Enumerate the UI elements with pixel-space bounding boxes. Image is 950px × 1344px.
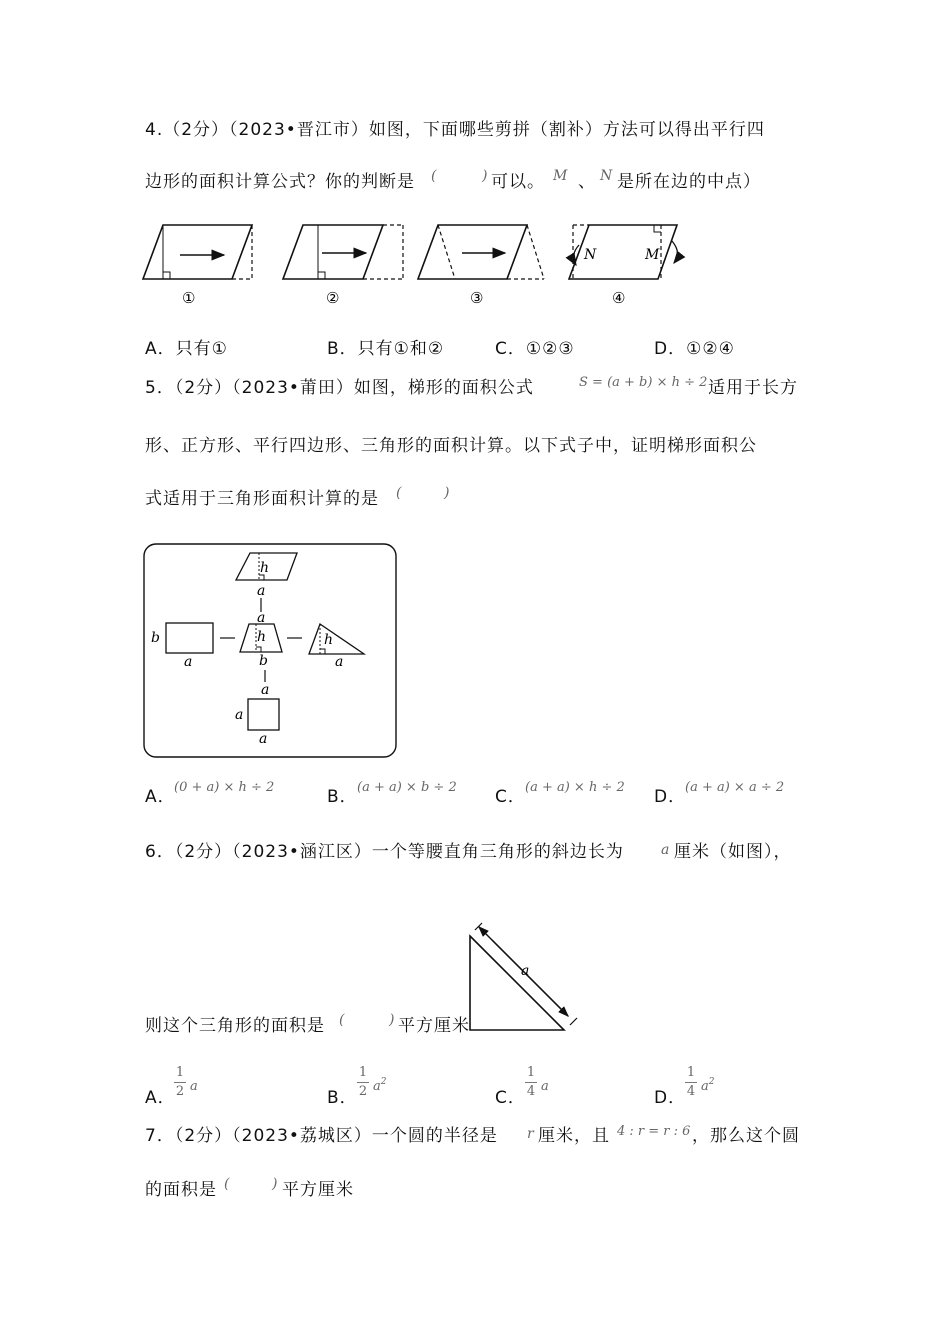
q4-line2-end: 是所在边的中点） xyxy=(617,172,761,192)
q4-fig-label-2: ② xyxy=(326,289,340,307)
q6-option-b-expr[interactable] xyxy=(357,1065,387,1099)
q6-line2: 则这个三角形的面积是 xyxy=(145,1016,325,1036)
q6-option-c[interactable] xyxy=(495,1088,526,1108)
q4-fig-label-4: ④ xyxy=(612,289,626,307)
q6-answer-paren-close: ) xyxy=(389,1012,395,1028)
fraction-denominator: 2 xyxy=(175,1084,185,1099)
fraction-denominator: 2 xyxy=(358,1084,368,1099)
q4-line2-keyi: 可以。 xyxy=(491,172,545,192)
q5-sq-a-top: a xyxy=(261,682,270,698)
q6-figure xyxy=(460,922,580,1032)
fraction-variable: a xyxy=(190,1079,198,1094)
option-letter: A． xyxy=(145,787,176,807)
q5-option-c-expr[interactable]: (a + a) × h ÷ 2 xyxy=(525,780,625,795)
q5-line1: 5．（2分）（2023•莆田）如图，梯形的面积公式 xyxy=(145,378,534,398)
q4-sep: 、 xyxy=(578,172,596,192)
q5-option-c[interactable] xyxy=(495,787,526,807)
q7-line1-mid: 厘米，且 xyxy=(538,1126,610,1146)
q4-parallelogram-3 xyxy=(418,225,544,279)
q4-answer-paren-close: ) xyxy=(482,168,488,184)
q5-answer-paren-close: ) xyxy=(444,485,450,501)
q6-option-d-expr[interactable] xyxy=(685,1065,715,1099)
q6-option-a-expr[interactable] xyxy=(174,1065,198,1099)
q6-option-d[interactable] xyxy=(654,1088,686,1108)
q4-option-d[interactable] xyxy=(654,339,735,359)
q4-fig-label-3: ③ xyxy=(470,289,484,307)
q6-line1-end: 厘米（如图）， xyxy=(674,842,792,862)
q5-option-b[interactable] xyxy=(327,787,358,807)
q5-option-a[interactable] xyxy=(145,787,176,807)
option-text: ①②③ xyxy=(525,339,575,359)
fraction-variable: $a^2$ xyxy=(701,1077,715,1094)
q5-trap-h: h xyxy=(257,629,267,645)
fraction-denominator: 4 xyxy=(526,1084,536,1099)
option-letter: B． xyxy=(327,1088,358,1108)
q5-tri-a: a xyxy=(335,654,344,670)
q6-option-c-expr[interactable] xyxy=(525,1065,549,1099)
q5-tri-h: h xyxy=(324,632,334,648)
fraction-numerator: 1 xyxy=(686,1065,696,1080)
option-letter: B． xyxy=(327,787,358,807)
q4-var-n: N xyxy=(600,168,613,184)
q4-line1: 4.（2分）（2023•晋江市）如图，下面哪些剪拼（割补）方法可以得出平行四 xyxy=(145,120,765,140)
option-letter: C． xyxy=(495,339,526,359)
fraction-variable: a xyxy=(541,1079,549,1094)
q5-option-b-expr[interactable]: (a + a) × b ÷ 2 xyxy=(357,780,457,795)
q7-line2: 的面积是 xyxy=(145,1180,217,1200)
q7-ratio: 4 : r = r : 6 xyxy=(617,1124,691,1139)
fraction-numerator: 1 xyxy=(175,1065,185,1080)
q6-option-b[interactable] xyxy=(327,1088,358,1108)
q5-para-h: h xyxy=(260,560,270,576)
q7-answer-paren-close: ) xyxy=(272,1176,278,1192)
option-letter: A． xyxy=(145,1088,176,1108)
q4-line2-text: 边形的面积计算公式？你的判断是 xyxy=(145,172,415,192)
option-text: 只有① xyxy=(175,339,228,359)
fraction-denominator: 4 xyxy=(686,1084,696,1099)
option-letter: B． xyxy=(327,339,358,359)
q5-answer-paren-open: ( xyxy=(396,485,402,501)
fraction-bar xyxy=(174,1082,186,1083)
q5-figure xyxy=(142,542,402,760)
q7-line1: 7．（2分）（2023•荔城区）一个圆的半径是 xyxy=(145,1126,498,1146)
option-text: 只有①和② xyxy=(357,339,445,359)
q4-var-m: M xyxy=(553,168,568,184)
option-letter: D． xyxy=(654,1088,687,1108)
option-letter: D． xyxy=(654,787,687,807)
q7-var-r: r xyxy=(527,1126,534,1142)
q5-rect-b: b xyxy=(151,630,160,646)
q4-fig4-label-n: N xyxy=(584,247,597,263)
q4-parallelogram-2 xyxy=(283,225,403,279)
q4-parallelogram-1 xyxy=(143,225,252,279)
q4-option-b[interactable] xyxy=(327,339,444,359)
q5-option-a-expr[interactable]: (0 + a) × h ÷ 2 xyxy=(174,780,275,795)
q5-line1-end: 适用于长方 xyxy=(708,378,798,398)
option-letter: A． xyxy=(145,339,176,359)
q5-trap-a: a xyxy=(257,610,266,626)
q4-option-a[interactable] xyxy=(145,339,228,359)
q6-option-a[interactable] xyxy=(145,1088,176,1108)
q6-answer-paren-open: ( xyxy=(339,1012,345,1028)
q5-para-a: a xyxy=(257,583,266,599)
option-letter: C． xyxy=(495,787,526,807)
q4-answer-paren-open: ( xyxy=(431,168,437,184)
option-letter: C． xyxy=(495,1088,526,1108)
q7-answer-paren-open: ( xyxy=(224,1176,230,1192)
q6-line1: 6．（2分）（2023•涵江区）一个等腰直角三角形的斜边长为 xyxy=(145,842,624,862)
q5-trap-b: b xyxy=(259,653,268,669)
q4-fig-label-1: ① xyxy=(182,289,196,307)
option-letter: D． xyxy=(654,339,687,359)
q6-fig-label: a xyxy=(521,963,530,979)
q7-line2-end: 平方厘米 xyxy=(282,1180,354,1200)
q7-line1-end: ，那么这个圆 xyxy=(692,1126,800,1146)
fraction-bar xyxy=(525,1082,537,1083)
q6-line2-end: 平方厘米 xyxy=(398,1016,470,1036)
option-text: ①②④ xyxy=(686,339,735,359)
q4-option-c[interactable] xyxy=(495,339,575,359)
fraction-numerator: 1 xyxy=(358,1065,368,1080)
q5-line2: 形、正方形、平行四边形、三角形的面积计算。以下式子中，证明梯形面积公 xyxy=(145,436,757,456)
fraction-numerator: 1 xyxy=(526,1065,536,1080)
q5-option-d[interactable] xyxy=(654,787,686,807)
fraction-bar xyxy=(685,1082,697,1083)
fraction-bar xyxy=(357,1082,369,1083)
q5-sq-a-bottom: a xyxy=(259,731,268,747)
q5-rect-a: a xyxy=(184,654,193,670)
fraction-variable: $a^2$ xyxy=(373,1077,387,1094)
q5-option-d-expr[interactable]: (a + a) × a ÷ 2 xyxy=(685,780,785,795)
q4-figure xyxy=(0,215,950,325)
q4-fig4-label-m: M xyxy=(645,247,660,263)
q5-formula: S = (a + b) × h ÷ 2 xyxy=(579,375,708,390)
q5-line3: 式适用于三角形面积计算的是 xyxy=(145,489,379,509)
q6-var-a: a xyxy=(661,842,670,858)
q5-sq-a-left: a xyxy=(235,707,244,723)
